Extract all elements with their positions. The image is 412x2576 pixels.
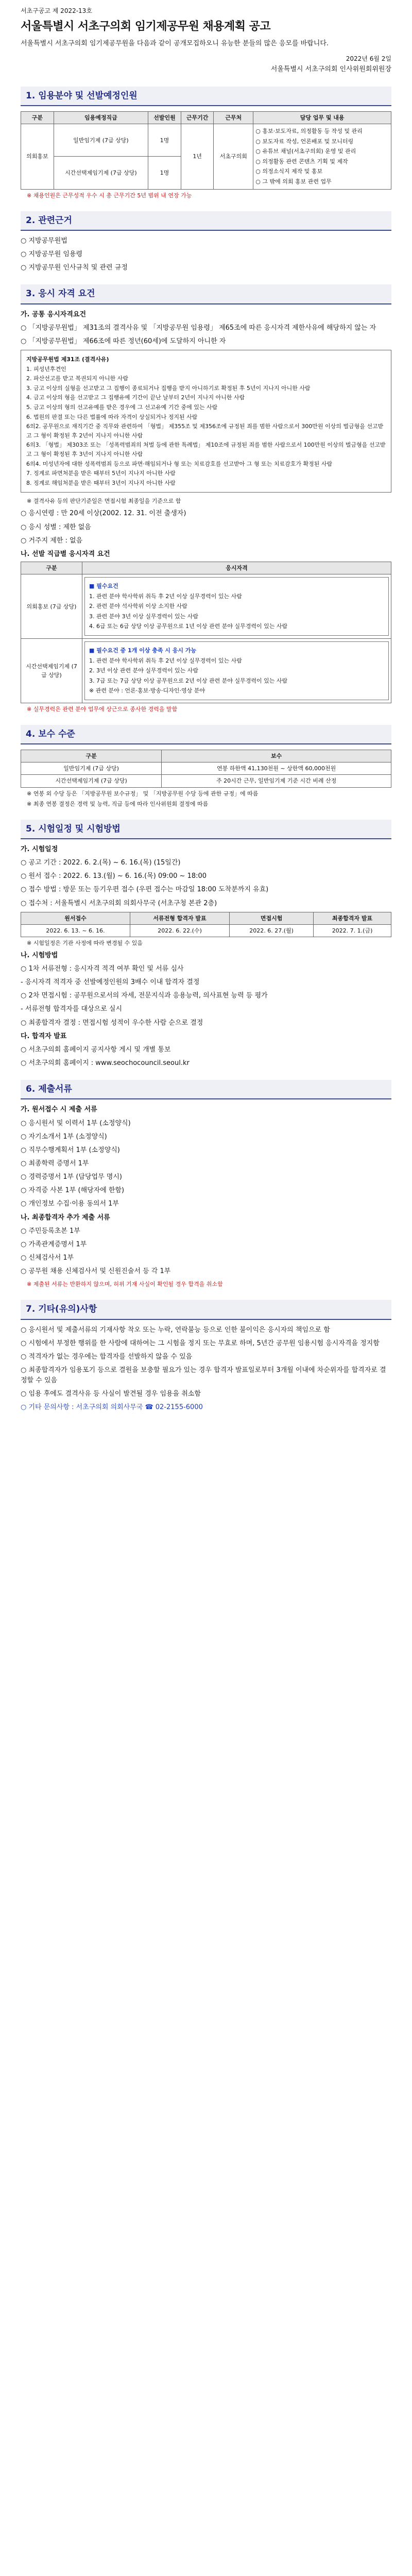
position-period: 1년 [181,124,214,189]
schedule-title: 가. 시험일정 [21,845,58,853]
requirement-line: 2. 관련 분야 석사학위 이상 소지한 사람 [89,603,187,610]
disqualification-item: 6. 법원의 판결 또는 다른 법률에 따라 자격이 상실되거나 정지된 사람 [26,413,198,420]
notice-item: ○ 임용 후에도 결격사유 등 사실이 발견될 경우 임용을 취소함 [21,1390,201,1398]
table-header: 서류전형 합격자 발표 [130,912,229,924]
requirement-box [84,577,389,636]
requirement-line: 1. 관련 분야 학사학위 취득 후 2년 이상 실무경력이 있는 사람 [89,592,242,600]
schedule-note: ※ 시험일정은 기관 사정에 따라 변경될 수 있음 [27,939,143,946]
schedule-table [21,912,391,937]
result-line: ○ 서초구의회 홈페이지 공지사항 게시 및 개별 통보 [21,1045,171,1054]
section-heading-salary: 4. 보수 수준 [21,725,391,744]
duty-line: ○ 홍보·보도자료, 의정활동 등 작성 및 관리 [255,127,363,134]
schedule-line: ○ 접수처 : 서울특별시 서초구의회 의회사무국 (서초구청 본관 2층) [21,899,217,907]
document-item: ○ 주민등록초본 1부 [21,1227,80,1235]
table-row [21,762,391,775]
document-item: ○ 자격증 사본 1부 (해당자에 한함) [21,1187,125,1195]
requirement-line: 3. 7급 또는 7급 상당 이상 공무원으로 2년 이상 관련 분야 실무경력이 있는 사람 [89,677,288,684]
notice-page [10,0,402,1427]
requirement-content [82,574,391,639]
document-item: ○ 자기소개서 1부 (소정양식) [21,1132,107,1141]
table-row [21,775,391,787]
documents-note: ※ 제출된 서류는 반환하지 않으며, 허위 기재 사실이 확인될 경우 합격을 취소함 [27,1281,223,1288]
duty-line: ○ 의정활동 관련 콘텐츠 기획 및 제작 [255,158,348,165]
method-line: ○ 최종합격자 결정 : 면접시험 성적이 우수한 사람 순으로 결정 [21,1019,203,1027]
disqualification-item: 5. 금고 이상의 형의 선고유예를 받은 경우에 그 선고유예 기간 중에 있는 사람 [26,404,218,411]
document-item: ○ 직무수행계획서 1부 (소정양식) [21,1146,120,1154]
schedule-line: ○ 원서 접수 : 2022. 6. 13.(월) ~ 6. 16.(목) 09:00 ~ 18:00 [21,872,207,880]
requirement-box [84,641,389,700]
experience-note: ※ 실무경력은 관련 분야 업무에 상근으로 종사한 경력을 말함 [27,706,178,713]
requirement-label: 시간선택제임기제 (7급 상당) [21,639,82,703]
document-item: ○ 최종학력 증명서 1부 [21,1159,89,1167]
document-item: ○ 경력증명서 1부 (담당업무 명시) [21,1173,122,1181]
requirement-content [82,639,391,703]
schedule-cell: 2022. 6. 22.(수) [130,924,229,937]
contact-info: ○ 기타 문의사항 : 서초구의회 의회사무국 ☎ 02-2155-6000 [21,1403,203,1412]
notice-item: ○ 응시원서 및 제출서류의 기재사항 착오 또는 누락, 연락불능 등으로 인한 불이익은 응시자의 책임으로 함 [21,1326,330,1334]
method-line: ○ 1차 서류전형 : 응시자격 적격 여부 확인 및 서류 심사 [21,964,184,973]
section-heading-schedule: 5. 시험일정 및 시험방법 [21,820,391,839]
gender-requirement: ○ 응시 성별 : 제한 없음 [21,523,91,531]
schedule-cell: 2022. 6. 13. ~ 6. 16. [21,924,130,937]
salary-amount: 연봉 하한액 41,130천원 ~ 상한액 60,000천원 [162,762,391,775]
disqualification-item: 8. 징계로 해임처분을 받은 때부터 3년이 지나지 아니한 사람 [26,479,176,486]
disqualification-item: 4. 금고 이상의 형을 선고받고 그 집행유예 기간이 끝난 날부터 2년이 지나지 아니한 사람 [26,394,245,401]
document-item: ○ 공무원 채용 신체검사서 및 신원진술서 등 각 1부 [21,1267,171,1276]
issuing-organization: 서울특별시 서초구의회 인사위원회위원장 [270,65,391,74]
basis-item: ○ 지방공무원 임용령 [21,250,83,259]
method-line: - 응시자격 적격자 중 선발예정인원의 3배수 이내 합격자 결정 [21,978,200,987]
residence-requirement: ○ 거주지 제한 : 없음 [21,536,83,545]
document-item: ○ 개인정보 수집·이용 동의서 1부 [21,1200,119,1208]
disqualification-item: 6의4. 미성년자에 대한 성폭력범죄 등으로 파면·해임되거나 형 또는 치료감호를 선고받아 그 형 또는 치료감호가 확정된 사람 [26,460,333,467]
positions-note: ※ 채용인원은 근무성적 우수 시 총 근무기간 5년 범위 내 연장 가능 [27,192,192,199]
position-rank: 시간선택제임기제 (7급 상당) [54,157,148,189]
salary-note: ※ 연봉 외 수당 등은 「지방공무원 보수규정」 및 「지방공무원 수당 등에 관한 규정」에 따름 [27,790,259,797]
position-count: 1명 [148,124,181,156]
salary-amount: 주 20시간 근무, 일반임기제 기준 시간 비례 산정 [162,775,391,787]
disqualification-item: 3. 금고 이상의 실형을 선고받고 그 집행이 종료되거나 집행을 받지 아니하기로 확정된 후 5년이 지나지 아니한 사람 [26,384,311,392]
requirement-line: 2. 3년 이상 관련 분야 실무경력이 있는 사람 [89,667,198,674]
specific-requirements-title: 나. 선발 직급별 응시자격 요건 [21,550,110,558]
table-row [21,574,391,639]
salary-note: ※ 최종 연봉 결정은 경력 및 능력, 직급 등에 따라 인사위원회 결정에 따름 [27,800,209,807]
section-heading-notes: 7. 기타(유의)사항 [21,1300,391,1319]
schedule-line: ○ 공고 기간 : 2022. 6. 2.(목) ~ 6. 16.(목) (15일간) [21,859,181,867]
page-title: 서울특별시 서초구의회 임기제공무원 채용계획 공고 [21,20,271,33]
salary-grade: 일반임기제 (7급 상당) [21,762,162,775]
documents-b-title: 나. 최종합격자 추가 제출 서류 [21,1213,110,1222]
method-line: ○ 2차 면접시험 : 공무원으로서의 자세, 전문지식과 응용능력, 의사표현 능력 등 평가 [21,992,268,1000]
requirement-line: 4. 6급 또는 6급 상당 이상 공무원으로 1년 이상 관련 분야 실무경력이 있는 사람 [89,623,288,630]
table-row [21,124,391,156]
specific-requirements-table [21,562,391,703]
requirement-label: 의회홍보 (7급 상당) [21,574,82,639]
schedule-line: ○ 접수 방법 : 방문 또는 등기우편 접수 (우편 접수는 마감일 18:00 도착분까지 유효) [21,886,269,894]
common-requirement: ○ 「지방공무원법」 제31조의 결격사유 및 「지방공무원 임용령」 제65조에 따른 응시자격 제한사유에 해당하지 않는 자 [21,324,376,332]
document-item: ○ 신체검사서 1부 [21,1253,74,1262]
disqualification-note: ※ 결격사유 등의 판단기준일은 면접시험 최종일을 기준으로 함 [27,498,181,505]
common-requirement: ○ 「지방공무원법」 제66조에 따른 정년(60세)에 도달하지 아니한 자 [21,337,226,345]
table-header: 선발인원 [148,111,181,124]
salary-table [21,750,391,787]
section-heading-basis: 2. 관련근거 [21,211,391,231]
notice-item: ○ 적격자가 없는 경우에는 합격자를 선발하지 않을 수 있음 [21,1352,193,1361]
schedule-cell: 2022. 7. 1.(금) [314,924,391,937]
position-duties [253,124,391,189]
disqualification-box [21,350,391,493]
position-rank: 일반임기제 (7급 상당) [54,124,148,156]
disqualification-item: 6의3. 「형법」 제303조 또는 「성폭력범죄의 처벌 등에 관한 특례법」 제10조에 규정된 죄를 범한 사람으로서 100만원 이상의 벌금형을 선고받고 그 형이 확정된 후 3년이 지나지 아니한 사람 [26,442,386,458]
section-heading-positions: 1. 임용분야 및 선발예정인원 [21,87,391,106]
notice-item: ○ 시험에서 부정한 행위를 한 사람에 대하여는 그 시험을 정지 또는 무효로 하며, 5년간 공무원 임용시험 응시자격을 정지함 [21,1339,380,1347]
schedule-cell: 2022. 6. 27.(월) [230,924,314,937]
table-header: 최종합격자 발표 [314,912,391,924]
table-header: 담당 업무 및 내용 [253,111,391,124]
position-place: 서초구의회 [214,124,253,189]
requirement-line: 1. 관련 분야 학사학위 취득 후 2년 이상 실무경력이 있는 사람 [89,657,242,664]
common-requirements-title: 가. 공통 응시자격요건 [21,310,87,318]
duty-line: ○ 유튜브 채널(서초구의회) 운영 및 관리 [255,148,356,155]
method-line: - 서류전형 합격자를 대상으로 실시 [21,1005,123,1013]
table-header: 구분 [21,562,82,574]
notice-item: ○ 최종합격자가 임용포기 등으로 결원을 보충할 필요가 있는 경우 합격자 발표일로부터 3개월 이내에 차순위자를 합격자로 결정할 수 있음 [21,1366,386,1385]
section-heading-documents: 6. 제출서류 [21,1080,391,1099]
duty-line: ○ 의정소식지 제작 및 홍보 [255,168,323,175]
disqualification-title: 지방공무원법 제31조 (결격사유) [26,356,109,363]
document-item: ○ 가족관계증명서 1부 [21,1240,87,1248]
notice-number: 서초구공고 제 2022-13호 [21,7,92,14]
intro-text: 서울특별시 서초구의회 임기제공무원을 다음과 같이 공개모집하오니 유능한 분들의 많은 응모를 바랍니다. [21,39,329,47]
notice-date: 2022년 6월 2일 [346,55,391,62]
age-requirement: ○ 응시연령 : 만 20세 이상(2002. 12. 31. 이전 출생자) [21,510,186,518]
positions-table [21,111,391,190]
duty-line: ○ 보도자료 작성, 언론배포 및 모니터링 [255,138,354,145]
method-title: 나. 시험방법 [21,951,58,959]
document-item: ○ 응시원서 및 이력서 1부 (소정양식) [21,1119,131,1127]
table-header: 근무기간 [181,111,214,124]
position-count: 1명 [148,157,181,189]
result-line: ○ 서초구의회 홈페이지 : www.seochocouncil.seoul.kr [21,1059,190,1067]
table-header: 보수 [162,750,391,762]
requirement-line: ■ 필수요건 [89,583,118,590]
table-row [21,639,391,703]
requirement-line: ※ 관련 분야 : 언론·홍보·방송·디자인·영상 분야 [89,687,205,694]
disqualification-item: 6의2. 공무원으로 재직기간 중 직무와 관련하여 「형법」 제355조 및 제356조에 규정된 죄를 범한 사람으로서 300만원 이상의 벌금형을 선고받고 그 형이 확정된 후 2년이 지나지 아니한 사람 [26,423,384,439]
table-header: 응시자격 [82,562,391,574]
basis-item: ○ 지방공무원법 [21,236,67,245]
basis-item: ○ 지방공무원 인사규칙 및 관련 규정 [21,264,128,272]
disqualification-item: 1. 피성년후견인 [26,365,66,372]
table-header: 근무처 [214,111,253,124]
section-heading-eligibility: 3. 응시 자격 요건 [21,284,391,304]
requirement-line: 3. 관련 분야 3년 이상 실무경력이 있는 사람 [89,613,198,620]
disqualification-item: 2. 파산선고를 받고 복권되지 아니한 사람 [26,375,128,382]
salary-grade: 시간선택제임기제 (7급 상당) [21,775,162,787]
position-group: 의회홍보 [21,124,54,189]
table-header: 면접시험 [230,912,314,924]
table-row [21,924,391,937]
duty-line: ○ 그 밖에 의회 홍보 관련 업무 [255,178,332,185]
result-title: 다. 합격자 발표 [21,1032,67,1040]
table-header: 구분 [21,111,54,124]
requirement-line: ■ 필수요건 중 1개 이상 충족 시 응시 가능 [89,647,197,654]
table-header: 구분 [21,750,162,762]
disqualification-item: 7. 징계로 파면처분을 받은 때부터 5년이 지나지 아니한 사람 [26,470,176,477]
table-header: 임용예정직급 [54,111,148,124]
table-header: 원서접수 [21,912,130,924]
documents-a-title: 가. 원서접수 시 제출 서류 [21,1106,97,1114]
